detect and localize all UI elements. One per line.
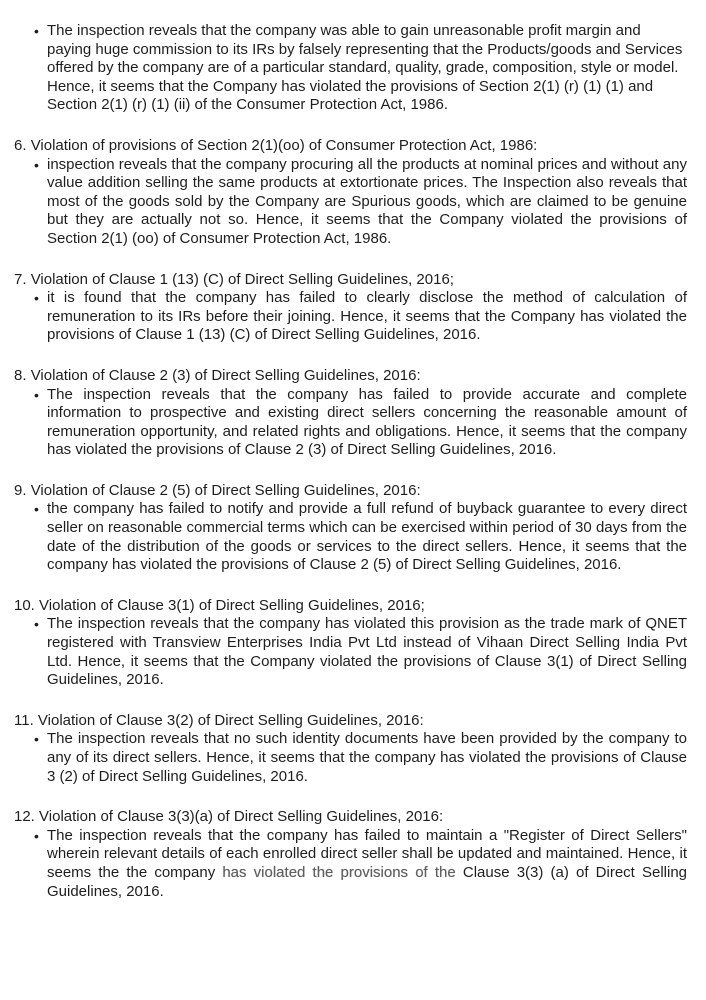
bullet-text: The inspection reveals that the company has failed to provide accurate and complete information to prospective and existing direct sellers concerning the reasonable amount of remuneration opportunity, and related rights and obligations. Hence, it seems that the company has violated the provisions of Clause 2 (3) of Direct Selling Guidelines, 2016.: [47, 385, 687, 459]
section-heading: [14, 137, 687, 156]
bullet-text-segment-faded: has violated the provisions of the: [222, 863, 456, 881]
section-number: 10.: [14, 596, 35, 614]
bullet-text: inspection reveals that the company procuring all the products at nominal prices and without any value addition selling the same products at extortionate prices. The Inspection also reveals that most of the goods sold by the Company are Spurious goods, which are claimed to be genuine but they are actually not so. Hence, it seems that the Company violated the provisions of Section 2(1) (oo) of Consumer Protection Act, 1986.: [47, 155, 687, 247]
section-title: Violation of Clause 3(1) of Direct Selling Guidelines, 2016;: [39, 596, 425, 614]
section-8: [14, 367, 687, 460]
list-item: [34, 385, 687, 460]
section-10: [14, 597, 687, 690]
list-item: [34, 500, 687, 574]
bullet-text: it is found that the company has failed to clearly disclose the method of calculation of remuneration to its IRs before their joining. Hence, it seems that the Company has violated the provisions of Clause 1 (13) (C) of Direct Selling Guidelines, 2016.: [47, 289, 687, 344]
section-title: Violation of provisions of Section 2(1)(oo) of Consumer Protection Act, 1986:: [30, 136, 538, 154]
list-item: [34, 22, 687, 115]
list-item: [34, 826, 688, 901]
list-item: [34, 289, 687, 345]
bullet-icon: •: [34, 501, 39, 518]
list-item: [34, 615, 687, 689]
bullet-text: The inspection reveals that no such identity documents have been provided by the company to any of its direct sellers. Hence, it seems that the company has violated the provisions of Clause 3 (2) of Direct Selling Guidelines, 2016.: [47, 730, 687, 785]
bullet-icon: •: [34, 616, 39, 633]
section-5-continuation: [14, 22, 687, 115]
bullet-icon: •: [34, 23, 39, 39]
section-heading: [14, 367, 687, 386]
section-12: [14, 808, 687, 901]
bullet-text: the company has failed to notify and provide a full refund of buyback guarantee to every direct seller on reasonable commercial terms which can be exercised within period of 30 days from the date of the distribution of the goods or services to the direct sellers. Hence, it seems that the company has violated the provisions of Clause 2 (5) of Direct Selling Guidelines, 2016.: [47, 500, 687, 574]
list-item: [34, 155, 687, 249]
section-title: Violation of Clause 2 (3) of Direct Selling Guidelines, 2016:: [30, 366, 421, 384]
section-title: Violation of Clause 2 (5) of Direct Selling Guidelines, 2016:: [30, 481, 421, 499]
section-number: 8.: [14, 366, 27, 384]
section-title: Violation of Clause 3(2) of Direct Selling Guidelines, 2016:: [37, 711, 424, 729]
bullet-text: The inspection reveals that the company was able to gain unreasonable profit margin and paying huge commission to its IRs by falsely representing that the Products/goods and Services offered by the company are of a particular standard, quality, grade, composition, style or model. Hence, it seems that the Company has violated the provisions of Section 2(1) (r) (1) (1) and Section 2(1) (r) (1) (ii) of the Consumer Protection Act, 1986.: [47, 22, 683, 114]
section-number: 7.: [14, 270, 27, 288]
bullet-text-segment: The inspection reveals that the company has failed to maintain a "Register of Direct Sellers" wherein relevant details of each enrolled direct seller shall be updated and maintained. Hence, it seems the the company: [47, 826, 687, 881]
bullet-icon: •: [34, 290, 39, 307]
section-heading: [14, 597, 687, 616]
bullet-icon: •: [34, 156, 39, 173]
section-heading: [14, 712, 687, 731]
section-number: 9.: [14, 481, 27, 499]
section-heading: [14, 482, 687, 501]
section-11: [14, 712, 687, 786]
bullet-icon: •: [34, 386, 39, 403]
section-7: [14, 271, 687, 345]
list-item: [34, 730, 687, 786]
bullet-text-segment: Clause 3(3) (a) of Direct Selling Guidelines, 2016.: [47, 863, 688, 900]
section-heading: [14, 808, 687, 827]
section-9: [14, 482, 687, 575]
bullet-icon: •: [34, 731, 39, 748]
bullet-text: [47, 827, 687, 901]
section-title: Violation of Clause 1 (13) (C) of Direct Selling Guidelines, 2016;: [30, 270, 454, 288]
section-heading: [14, 271, 687, 290]
section-number: 6.: [14, 136, 27, 154]
section-6: [14, 137, 687, 249]
bullet-icon: •: [34, 827, 39, 844]
bullet-text: The inspection reveals that the company has violated this provision as the trade mark of QNET registered with Transview Enterprises India Pvt Ltd instead of Vihaan Direct Selling India Pvt Ltd. Hence, it seems that the Company violated the provisions of Clause 3(1) of Direct Selling Guidelines, 2016.: [47, 615, 687, 689]
section-number: 12.: [14, 808, 35, 826]
section-number: 11.: [14, 711, 34, 729]
section-title: Violation of Clause 3(3)(a) of Direct Selling Guidelines, 2016:: [39, 808, 444, 826]
